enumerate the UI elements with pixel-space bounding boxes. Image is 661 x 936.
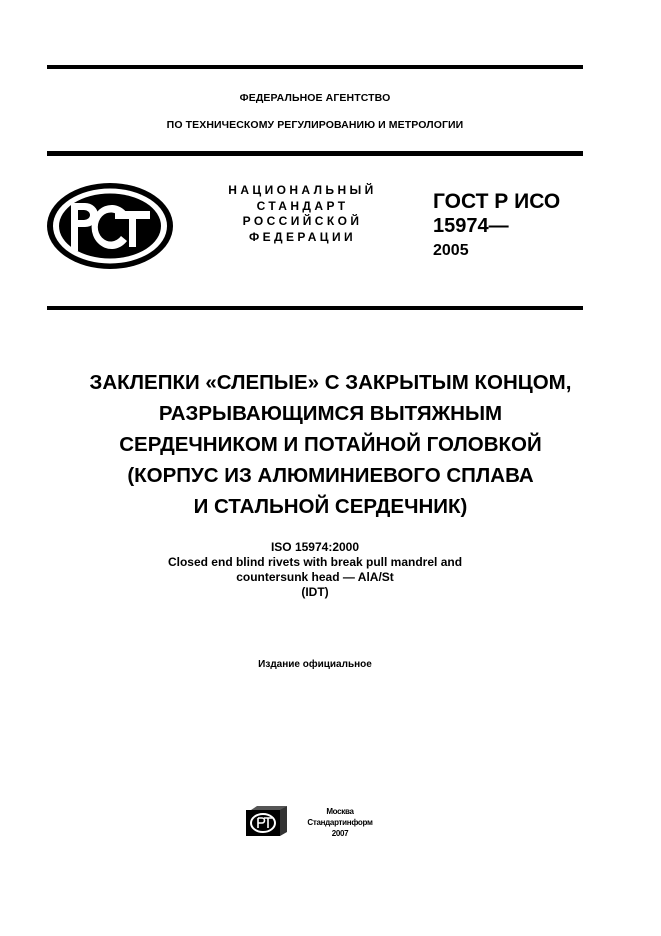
edition-label: Издание официальное: [258, 659, 372, 670]
header-rule: [47, 151, 583, 156]
title-line: (КОРПУС ИЗ АЛЮМИНИЕВОГО СПЛАВА: [127, 464, 534, 487]
national-standard-line: ФЕДЕРАЦИИ: [248, 229, 357, 244]
national-standard-line: НАЦИОНАЛЬНЫЙ: [228, 183, 377, 197]
standartinform-logo-icon: [245, 806, 287, 838]
iso-code: ISO 15974:2000: [270, 540, 360, 554]
standard-designation: [433, 190, 560, 262]
title-line: И СТАЛЬНОЙ СЕРДЕЧНИК): [193, 495, 468, 518]
agency-name-line2: ПО ТЕХНИЧЕСКОМУ РЕГУЛИРОВАНИЮ И МЕТРОЛОГИИ: [166, 119, 464, 131]
title-line: РАЗРЫВАЮЩИМСЯ ВЫТЯЖНЫМ: [158, 402, 503, 425]
iso-reference: [100, 540, 530, 600]
top-rule: [47, 65, 583, 69]
national-standard-line: РОССИЙСКОЙ: [242, 214, 363, 228]
iso-idt: (IDT): [301, 585, 329, 599]
designation-line2: 15974—: [433, 215, 509, 237]
publisher-city: Москва: [326, 807, 354, 816]
designation-line1: ГОСТ Р ИСО: [433, 190, 561, 213]
iso-title-line1: Closed end blind rivets with break pull mandrel and: [167, 555, 463, 569]
national-standard-label: [195, 183, 410, 245]
publisher-name: Стандартинформ: [307, 818, 373, 827]
iso-title-line2: countersunk head — AlA/St: [236, 570, 394, 584]
rst-certification-logo-icon: [45, 181, 175, 271]
national-standard-line: СТАНДАРТ: [256, 198, 349, 213]
title-line: СЕРДЕЧНИКОМ И ПОТАЙНОЙ ГОЛОВКОЙ: [119, 433, 542, 456]
document-title: [20, 367, 641, 522]
section-rule: [47, 306, 583, 310]
agency-name-line1: ФЕДЕРАЛЬНОЕ АГЕНТСТВО: [239, 92, 391, 104]
designation-year: 2005: [433, 242, 469, 259]
publisher-year: 2007: [331, 829, 349, 838]
publisher-info: [290, 806, 390, 839]
title-line: ЗАКЛЕПКИ «СЛЕПЫЕ» С ЗАКРЫТЫМ КОНЦОМ,: [89, 371, 572, 394]
